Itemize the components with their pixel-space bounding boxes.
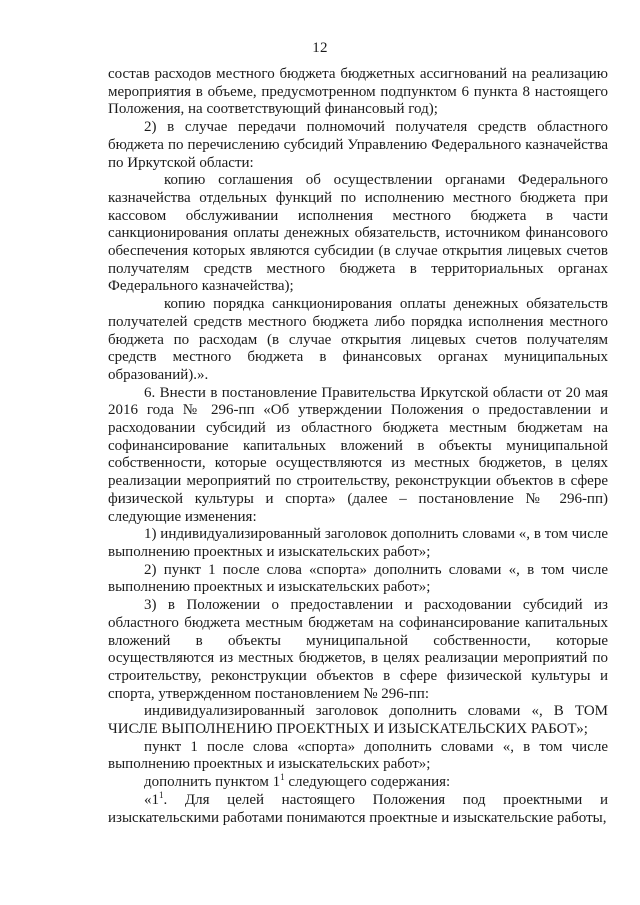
paragraph: 6. Внести в постановление Правительства Иркутской области от 20 мая 2016 года № 296-пп «Об утверждении Положения о предоставлении и расходовании субсидий из областного бюджета местным бюджетам на софинансирование капитальных вложений в объекты муниципальной собственности, которые осуществляются из местных бюджетов, в целях реализации мероприятий по строительству, реконструкции объектов в сфере физической культуры и спорта» (далее – постановление № 296-пп) следующие изменения:: [108, 384, 608, 525]
supplement-paragraph: [108, 774, 608, 792]
paragraph: 2) в случае передачи полномочий получателя средств областного бюджета по перечислению субсидий Управлению Федерального казначейства по Иркутской области:: [108, 119, 608, 171]
paragraph: состав расходов местного бюджета бюджетных ассигнований на реализацию мероприятия в объеме, предусмотренном подпунктом 6 пункта 8 настоящего Положения, на соответствующий финансовый год);: [108, 66, 608, 118]
paragraph: пункт 1 после слова «спорта» дополнить словами «, в том числе выполнению проектных и изыскательских работ»;: [108, 738, 608, 773]
paragraph: копию порядка санкционирования оплаты денежных обязательств получателей средств местного бюджета либо порядка исполнения местного бюджета по расходам (в случае открытия лицевых счетов получателям средств местного бюджета в финансовых органах муниципальных образований).».: [108, 296, 608, 383]
last-paragraph: [108, 789, 608, 827]
paragraph: 2) пункт 1 после слова «спорта» дополнить словами «, в том числе выполнению проектных и изыскательских работ»;: [108, 561, 608, 596]
superscript: 1: [159, 789, 164, 800]
supplement-text-before: дополнить пунктом 1: [144, 774, 281, 791]
paragraph: 1) индивидуализированный заголовок дополнить словами «, в том числе выполнению проектных и изыскательских работ»;: [108, 526, 608, 560]
paragraph: 3) в Положении о предоставлении и расходовании субсидий из областного бюджета местным бюджетам на софинансирование капитальных вложений в объекты муниципальной собственности, которые осуществляются из местных бюджетов, в целях реализации мероприятий по строительству, реконструкции объектов в сфере физической культуры и спорта, утвержденном постановлением № 296-пп:: [108, 597, 608, 702]
supplement-text-after: следующего содержания:: [284, 774, 451, 791]
document-body: [108, 66, 608, 827]
page-number: 12: [312, 40, 328, 56]
last-text-before: «1: [144, 791, 159, 808]
superscript: 1: [280, 772, 285, 783]
paragraph: индивидуализированный заголовок дополнить словами «, В ТОМ ЧИСЛЕ ВЫПОЛНЕНИЮ ПРОЕКТНЫХ И ИЗЫСКАТЕЛЬСКИХ РАБОТ»;: [108, 703, 608, 738]
last-text-after: . Для целей настоящего Положения под проектными и изыскательскими работами понимаются проектные и изыскательские работы,: [108, 791, 608, 826]
paragraph: копию соглашения об осуществлении органами Федерального казначейства отдельных функций по исполнению местного бюджета при кассовом обслуживании исполнения местного бюджета в части санкционирования оплаты денежных обязательств, источником финансового обеспечения которых являются субсидии (в случае открытия лицевых счетов получателям средств местного бюджета в территориальных органах Федерального казначейства);: [108, 172, 608, 295]
